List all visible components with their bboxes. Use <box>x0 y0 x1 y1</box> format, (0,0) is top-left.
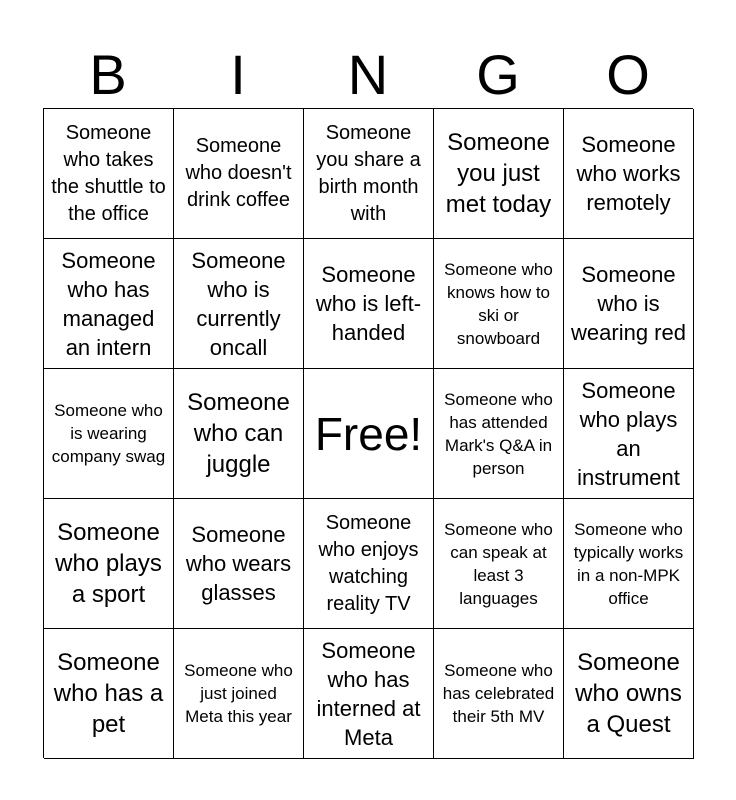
cell-text: Someone who has managed an intern <box>61 247 156 360</box>
bingo-cell[interactable] <box>44 499 174 629</box>
bingo-cell[interactable] <box>564 499 694 629</box>
bingo-cell[interactable] <box>174 629 304 759</box>
bingo-cell[interactable] <box>564 109 694 239</box>
bingo-cell[interactable] <box>174 239 304 369</box>
header-letter-i: I <box>230 43 246 106</box>
bingo-cell[interactable] <box>44 239 174 369</box>
bingo-cell[interactable] <box>434 239 564 369</box>
header-letter-n: N <box>347 43 389 106</box>
cell-text: Someone who can juggle <box>187 389 290 478</box>
cell-text: Someone who is wearing red <box>571 262 686 345</box>
bingo-cell[interactable] <box>434 499 564 629</box>
cell-text: Someone you just met today <box>445 129 552 218</box>
bingo-cell[interactable] <box>564 239 694 369</box>
bingo-cell[interactable] <box>434 109 564 239</box>
bingo-cell[interactable] <box>174 109 304 239</box>
cell-text: Someone you share a birth month with <box>316 121 421 225</box>
cell-text: Someone who has a pet <box>53 649 164 738</box>
cell-text: Someone who owns a Quest <box>575 649 682 738</box>
cell-text: Someone who has interned at Meta <box>316 637 421 750</box>
cell-text: Someone who knows how to ski or snowboard <box>444 259 553 348</box>
header-letter-g: G <box>476 43 520 106</box>
cell-text: Someone who is left-handed <box>315 262 422 345</box>
bingo-header <box>43 40 693 110</box>
cell-text: Someone who enjoys watching reality TV <box>318 511 419 615</box>
cell-text: Someone who takes the shuttle to the office <box>51 121 166 225</box>
bingo-cell[interactable] <box>304 499 434 629</box>
cell-text: Someone who is wearing company swag <box>51 401 166 466</box>
bingo-cell[interactable] <box>44 369 174 499</box>
cell-text: Someone who typically works in a non-MPK office <box>573 519 684 608</box>
cell-text: Someone who plays an instrument <box>577 377 680 490</box>
cell-text: Someone who plays a sport <box>55 519 162 608</box>
cell-text: Someone who just joined Meta this year <box>184 661 293 726</box>
bingo-cell[interactable] <box>44 629 174 759</box>
bingo-cell[interactable] <box>434 629 564 759</box>
header-letter-o: O <box>606 43 650 106</box>
bingo-cell[interactable] <box>434 369 564 499</box>
bingo-cell[interactable] <box>304 109 434 239</box>
cell-text: Someone who has celebrated their 5th MV <box>442 661 555 726</box>
bingo-board <box>43 108 693 758</box>
cell-text: Someone who wears glasses <box>185 522 292 605</box>
bingo-cell[interactable] <box>564 629 694 759</box>
cell-text: Someone who can speak at least 3 languages <box>444 519 553 608</box>
bingo-cell[interactable] <box>174 369 304 499</box>
cell-text: Someone who has attended Mark's Q&A in person <box>444 389 553 478</box>
bingo-cell[interactable] <box>564 369 694 499</box>
cell-text: Someone who doesn't drink coffee <box>185 135 292 211</box>
free-text: Free! <box>314 407 423 460</box>
cell-text: Someone who is currently oncall <box>191 247 286 360</box>
bingo-cell[interactable] <box>174 499 304 629</box>
bingo-cell[interactable] <box>44 109 174 239</box>
cell-text: Someone who works remotely <box>576 132 681 215</box>
bingo-cell[interactable] <box>304 629 434 759</box>
bingo-cell[interactable] <box>304 239 434 369</box>
free-cell[interactable] <box>304 369 434 499</box>
header-letter-b: B <box>89 43 127 106</box>
